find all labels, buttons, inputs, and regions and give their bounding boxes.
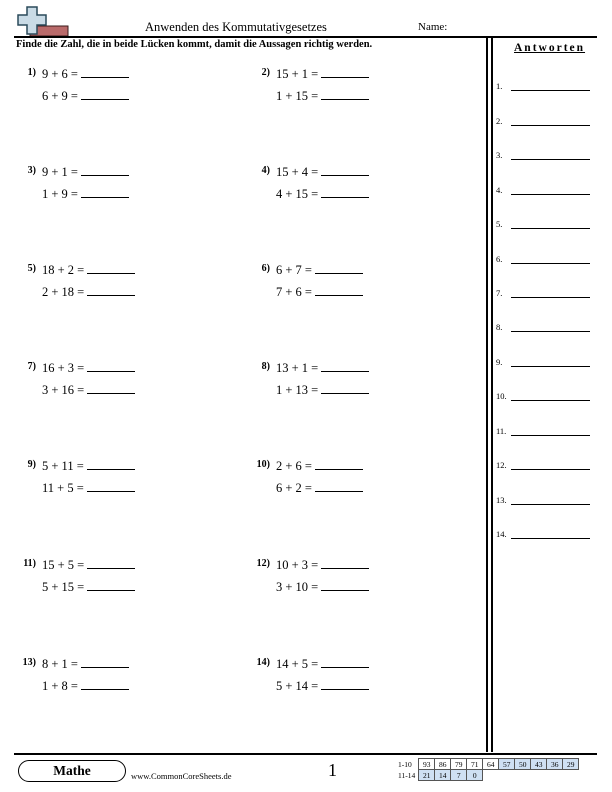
answer-blank[interactable] [315,458,363,470]
score-cell: 29 [563,759,579,770]
problem-5 [14,262,224,308]
problem-number: 7) [27,361,36,372]
column-divider [486,37,488,752]
equation: 10 + 3 = [276,558,319,572]
answer-blank[interactable] [87,284,135,296]
answer-line[interactable] [511,228,590,229]
answer-label: 13. [496,495,507,505]
problem-1 [14,66,224,112]
problem-7 [14,360,224,406]
answer-blank[interactable] [321,382,369,394]
problem-2 [248,66,458,112]
answer-label: 11. [496,426,507,436]
answer-blank[interactable] [321,656,369,668]
problem-number: 8) [261,361,270,372]
score-cell: 86 [435,759,451,770]
footer-rule [14,753,597,755]
answer-label: 5. [496,219,503,229]
answer-row [496,528,596,542]
problem-number: 13) [22,657,36,668]
answer-blank[interactable] [321,360,369,372]
answer-line[interactable] [511,366,590,367]
answer-blank[interactable] [321,579,369,591]
score-cell: 0 [467,770,483,781]
answers-title: Antworten [514,42,586,54]
answer-row [496,356,596,370]
answer-row [496,149,596,163]
problem-number: 4) [261,165,270,176]
worksheet-title: Anwenden des Kommutativgesetzes [145,20,327,34]
score-row [396,770,579,781]
equation: 5 + 15 = [42,580,85,594]
answer-label: 7. [496,288,503,298]
header-rule [14,36,597,38]
answer-blank[interactable] [315,262,363,274]
equation: 18 + 2 = [42,263,85,277]
answer-line[interactable] [511,504,590,505]
equation: 9 + 6 = [42,67,78,81]
score-cell: 50 [515,759,531,770]
problem-number: 6) [261,263,270,274]
answer-label: 4. [496,185,503,195]
problem-number: 14) [256,657,270,668]
problem-10 [248,458,458,504]
answer-line[interactable] [511,435,590,436]
plus-sign-logo-icon [16,6,70,38]
problem-number: 2) [261,67,270,78]
equation: 11 + 5 = [42,481,84,495]
equation: 6 + 2 = [276,481,312,495]
answer-line[interactable] [511,90,590,91]
equation: 2 + 18 = [42,285,85,299]
instructions: Finde die Zahl, die in beide Lücken kommt, damit die Aussagen richtig werden. [16,39,373,50]
answer-row [496,115,596,129]
answer-label: 1. [496,81,503,91]
equation: 1 + 13 = [276,383,319,397]
equation: 3 + 10 = [276,580,319,594]
name-field-label: Name: [418,21,448,33]
answer-label: 12. [496,460,507,470]
answer-line[interactable] [511,400,590,401]
answer-line[interactable] [511,263,590,264]
problem-number: 12) [256,558,270,569]
answer-blank[interactable] [87,262,135,274]
answer-line[interactable] [511,469,590,470]
score-row-label: 11-14 [398,770,416,780]
answer-row [496,80,596,94]
answer-line[interactable] [511,297,590,298]
answer-label: 6. [496,254,503,264]
answer-line[interactable] [511,125,590,126]
equation: 1 + 9 = [42,187,78,201]
equation: 6 + 7 = [276,263,312,277]
subject-badge: Mathe [18,760,126,782]
page-number: 1 [328,760,337,780]
equation: 15 + 5 = [42,558,85,572]
score-cell: 71 [467,759,483,770]
problem-number: 11) [23,558,36,569]
score-row [396,759,579,770]
problem-3 [14,164,224,210]
equation: 2 + 6 = [276,459,312,473]
answer-label: 10. [496,391,507,401]
answer-blank[interactable] [315,284,363,296]
problem-number: 10) [256,459,270,470]
answer-label: 3. [496,150,503,160]
answer-line[interactable] [511,331,590,332]
answer-row [496,287,596,301]
equation: 16 + 3 = [42,361,85,375]
answer-line[interactable] [511,194,590,195]
score-table [396,758,579,781]
problem-8 [248,360,458,406]
answer-blank[interactable] [321,66,369,78]
equation: 9 + 1 = [42,165,78,179]
answer-blank[interactable] [321,557,369,569]
problem-12 [248,557,458,603]
equation: 8 + 1 = [42,657,78,671]
problem-4 [248,164,458,210]
answer-blank[interactable] [321,186,369,198]
equation: 3 + 16 = [42,383,85,397]
answer-blank[interactable] [87,480,135,492]
problem-number: 5) [27,263,36,274]
score-cell: 79 [451,759,467,770]
score-cell: 93 [419,759,435,770]
answer-blank[interactable] [87,557,135,569]
equation: 4 + 15 = [276,187,319,201]
problem-6 [248,262,458,308]
equation: 5 + 14 = [276,679,319,693]
answer-row [496,425,596,439]
answer-label: 9. [496,357,503,367]
problem-11 [14,557,224,603]
equation: 1 + 15 = [276,89,319,103]
problem-number: 9) [27,459,36,470]
answer-row [496,459,596,473]
answer-label: 8. [496,322,503,332]
equation: 6 + 9 = [42,89,78,103]
answer-row [496,184,596,198]
score-cell: 43 [531,759,547,770]
answer-blank[interactable] [87,579,135,591]
answer-line[interactable] [511,538,590,539]
equation: 13 + 1 = [276,361,319,375]
score-cell: 14 [435,770,451,781]
score-cell: 57 [499,759,515,770]
equation: 7 + 6 = [276,285,312,299]
answer-blank[interactable] [81,88,129,100]
problem-14 [248,656,458,702]
answer-label: 2. [496,116,503,126]
score-row-label: 1-10 [398,759,412,769]
answer-line[interactable] [511,159,590,160]
answer-blank[interactable] [87,360,135,372]
answer-row [496,253,596,267]
equation: 15 + 1 = [276,67,319,81]
answer-blank[interactable] [81,656,129,668]
answer-row [496,321,596,335]
website-url: www.CommonCoreSheets.de [131,771,232,781]
answer-blank[interactable] [321,678,369,690]
column-divider [491,37,493,752]
answer-row [496,218,596,232]
equation: 1 + 8 = [42,679,78,693]
score-cell: 21 [419,770,435,781]
problem-number: 1) [27,67,36,78]
answer-label: 14. [496,529,507,539]
answer-blank[interactable] [87,458,135,470]
answer-blank[interactable] [81,66,129,78]
answer-blank[interactable] [81,678,129,690]
equation: 15 + 4 = [276,165,319,179]
answer-blank[interactable] [87,382,135,394]
score-cell: 7 [451,770,467,781]
answer-row [496,494,596,508]
answer-blank[interactable] [81,164,129,176]
score-cell: 64 [483,759,499,770]
answer-row [496,390,596,404]
answer-blank[interactable] [321,164,369,176]
problem-9 [14,458,224,504]
problem-13 [14,656,224,702]
problem-number: 3) [27,165,36,176]
answer-blank[interactable] [321,88,369,100]
equation: 14 + 5 = [276,657,319,671]
answer-blank[interactable] [81,186,129,198]
score-cell: 36 [547,759,563,770]
equation: 5 + 11 = [42,459,84,473]
answer-blank[interactable] [315,480,363,492]
